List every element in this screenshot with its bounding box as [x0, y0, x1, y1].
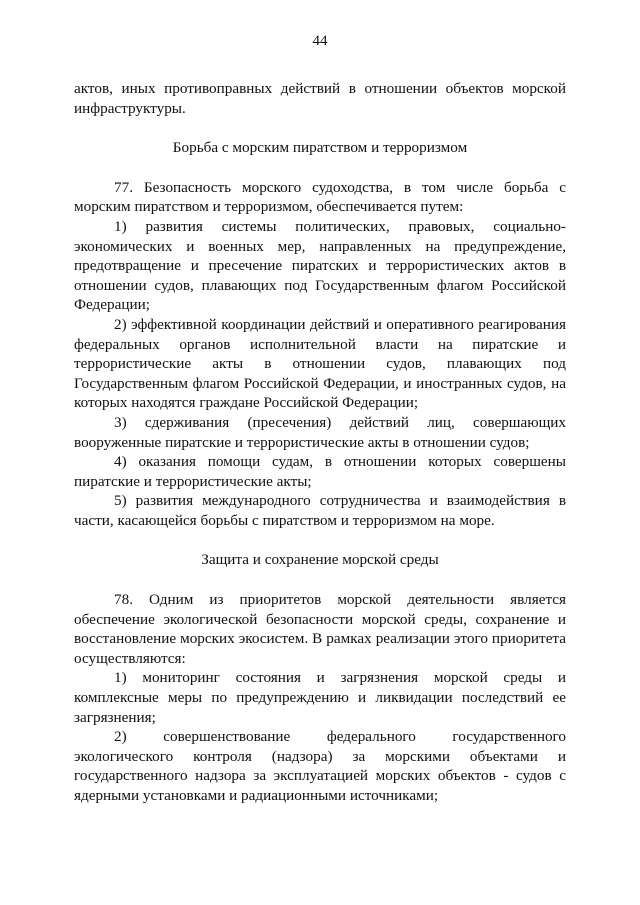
paragraph-78-item-1: 1) мониторинг состояния и загрязнения морской среды и комплексные меры по предупреждению и ликвидации последствий ее загрязнения;: [74, 669, 566, 726]
paragraph-78-lead: 78. Одним из приоритетов морской деятельности является обеспечение экологической безопасности морской среды, сохранение и восстановление морских экосистем. В рамках реализации этого приоритета осуществляются:: [74, 591, 566, 667]
paragraph-77-item-4: 4) оказания помощи судам, в отношении которых совершены пиратские и террористические акты;: [74, 453, 566, 490]
section-heading-piracy: Борьба с морским пиратством и терроризмом: [172, 139, 468, 157]
paragraph-77-lead: 77. Безопасность морского судоходства, в том числе борьба с морским пиратством и терроризмом, обеспечивается путем:: [74, 178, 566, 216]
paragraph-77-item-1: 1) развития системы политических, правовых, социально-экономических и военных мер, направленных на предупреждение, предотвращение и пресечение пиратских и террористических актов в отношении судов, плавающих под Государственным флагом Российской Федерации;: [74, 217, 566, 314]
paragraph-78-item-2: 2) совершенствование федерального государственного экологического контроля (надзора) за морскими объектами и государственного надзора за эксплуатацией морских объектов - судов с ядерными установками и радиационными источниками;: [74, 728, 566, 804]
intro-paragraph: актов, иных противоправных действий в отношении объектов морской инфраструктуры.: [74, 80, 566, 117]
paragraph-77-item-5: 5) развития международного сотрудничества и взаимодействия в части, касающейся борьбы с пиратством и терроризмом на море.: [74, 492, 566, 529]
document-body: [74, 79, 566, 806]
paragraph-77-item-2: 2) эффективной координации действий и оперативного реагирования федеральных органов исполнительной власти на пиратские и террористические акты в отношении судов, плавающих под Государственным флагом Российской Федерации, и иностранных судов, на которых находятся граждане Российской Федерации;: [74, 315, 566, 412]
section-heading-marine-environment: Защита и сохранение морской среды: [201, 551, 439, 569]
page-number: 44: [312, 33, 328, 49]
paragraph-77-item-3: 3) сдерживания (пресечения) действий лиц, совершающих вооруженные пиратские и террористические акты в отношении судов;: [74, 413, 566, 451]
